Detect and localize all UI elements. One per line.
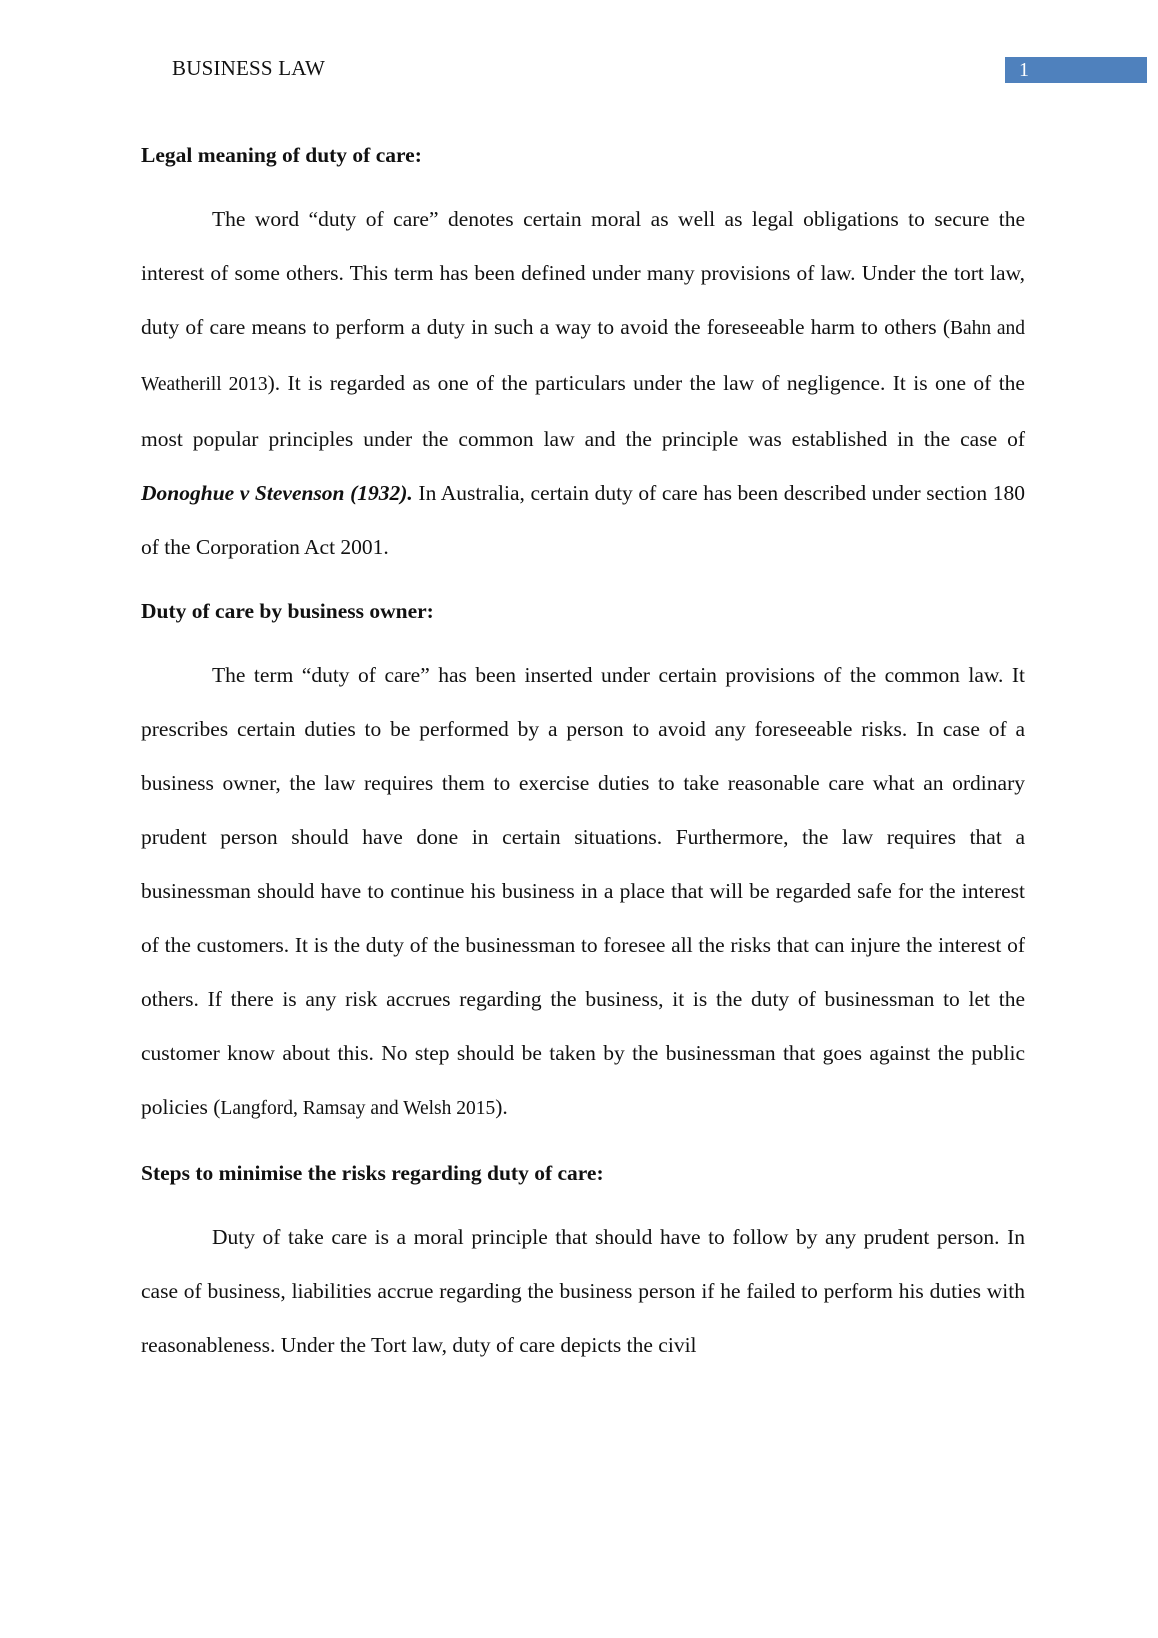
section-heading-business-owner: Duty of care by business owner: xyxy=(141,599,434,623)
running-header-title: BUSINESS LAW xyxy=(172,56,325,80)
section-heading-legal-meaning: Legal meaning of duty of care: xyxy=(141,143,422,167)
paragraph-minimise-risks: Duty of take care is a moral principle that should have to follow by any prudent person. In case of business, liabilities accrue regarding the business person if he failed to perform his duties with reasonableness. Under the Tort law, duty of care depicts the civil xyxy=(141,1225,1025,1357)
citation: Bahn and Weatherill 2013 xyxy=(141,318,1025,395)
paragraph-text: ). xyxy=(495,1095,508,1119)
paragraph-text: The word “duty of care” denotes certain moral as well as legal obligations to secure the interest of some others. This term has been defined under many provisions of law. Under the tort law, duty of care means to perform a duty in such a way to avoid the foreseeable harm to others ( xyxy=(141,207,1025,339)
document-body xyxy=(141,128,1025,1382)
paragraph-text: In Australia, certain duty of care has been described under section 180 of the Corporation Act 2001. xyxy=(141,481,1025,559)
citation: Langford, Ramsay and Welsh 2015 xyxy=(220,1098,496,1119)
paragraph-text: The term “duty of care” has been inserted under certain provisions of the common law. It prescribes certain duties to be performed by a person to avoid any foreseeable risks. In case of a business owner, the law requires them to exercise duties to take reasonable care what an ordinary prudent person should have done in certain situations. Furthermore, the law requires that a businessman should have to continue his business in a place that will be regarded safe for the interest of the customers. It is the duty of the businessman to foresee all the risks that can injure the interest of others. If there is any risk accrues regarding the business, it is the duty of businessman to let the customer know about this. No step should be taken by the businessman that goes against the public policies ( xyxy=(141,663,1025,1119)
case-name: Donoghue v Stevenson (1932). xyxy=(141,481,413,505)
section-heading-minimise-risks: Steps to minimise the risks regarding duty of care: xyxy=(141,1161,604,1185)
paragraph-legal-meaning xyxy=(141,192,1025,574)
paragraph-text: ). It is regarded as one of the particulars under the law of negligence. It is one of the most popular principles under the common law and the principle was established in the case of xyxy=(141,371,1025,451)
paragraph-business-owner xyxy=(141,648,1025,1136)
page-number: 1 xyxy=(1005,57,1147,83)
